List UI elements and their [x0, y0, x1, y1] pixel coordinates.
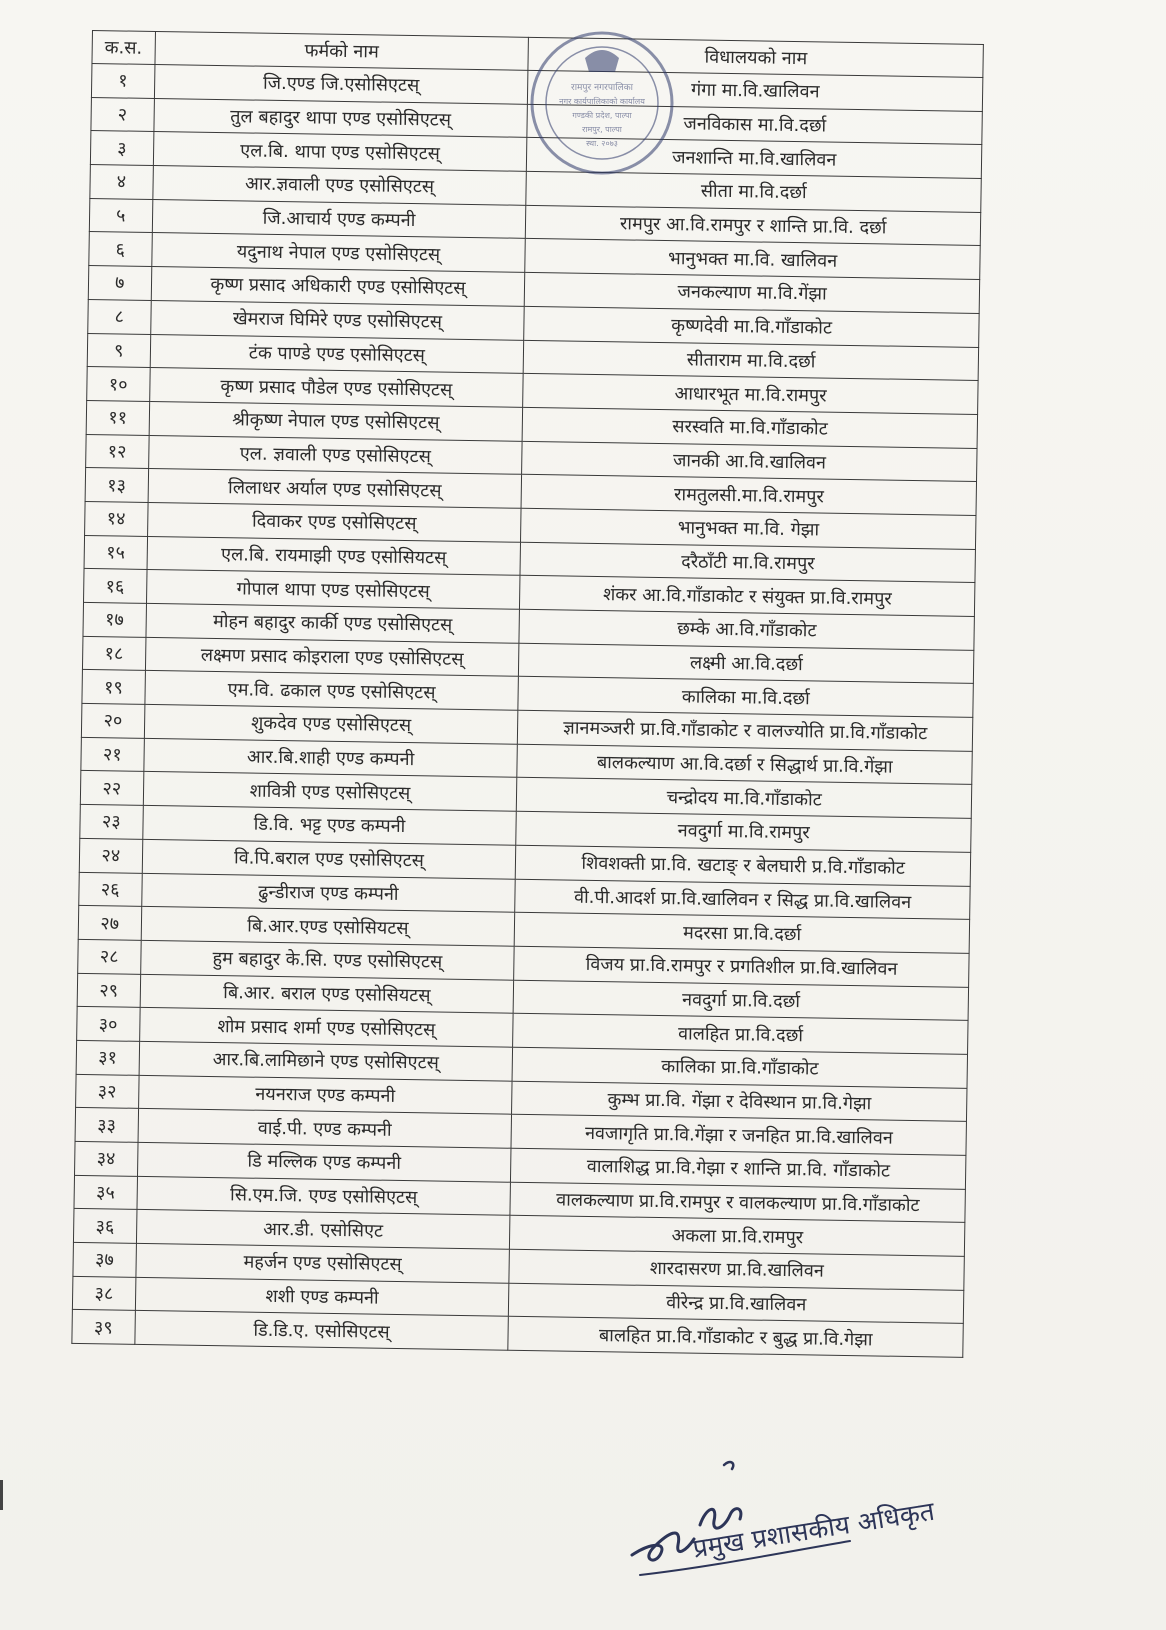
firm-name-cell: नयनराज एण्ड कम्पनी — [138, 1075, 512, 1115]
serial-cell: १९ — [82, 670, 145, 705]
school-name-cell: वालहित प्रा.वि.दर्छा — [513, 1013, 968, 1054]
firm-name-cell: यदुनाथ नेपाल एण्ड एसोसिएटस् — [151, 233, 525, 273]
firm-name-cell: आर.ज्ञवाली एण्ड एसोसिएटस् — [152, 166, 526, 206]
school-name-cell: वीरेन्द्र प्रा.वि.खालिवन — [509, 1283, 964, 1324]
seal-text-line2: नगर कार्यपालिकाको कार्यालय — [559, 97, 645, 106]
school-name-cell: रामतुलसी.मा.वि.रामपुर — [521, 475, 976, 516]
serial-cell: ३७ — [73, 1242, 136, 1277]
serial-cell: १५ — [84, 535, 147, 570]
school-name-cell: ज्ञानमञ्जरी प्रा.वि.गाँडाकोट र वालज्योति प्रा.वि.गाँडाकोट — [518, 710, 973, 751]
firm-name-header: फर्मको नाम — [154, 31, 528, 70]
serial-cell: ३९ — [72, 1310, 135, 1345]
serial-cell: २० — [81, 703, 144, 738]
firm-name-cell: एम.वि. ढकाल एण्ड एसोसिएटस् — [144, 671, 518, 711]
firm-name-cell: जि.आचार्य एण्ड कम्पनी — [152, 199, 526, 239]
school-name-cell: सीताराम मा.वि.दर्छा — [524, 340, 979, 381]
firm-name-cell: लक्ष्मण प्रसाद कोइराला एण्ड एसोसिएटस् — [145, 637, 519, 677]
school-name-cell: वालकल्याण प्रा.वि.रामपुर र वालकल्याण प्रा.वि.गाँडाकोट — [510, 1182, 965, 1223]
school-name-cell: भानुभक्त मा.वि. खालिवन — [525, 239, 980, 280]
firm-name-cell: गोपाल थापा एण्ड एसोसिएटस् — [146, 570, 520, 610]
serial-cell: १३ — [85, 468, 148, 503]
school-name-cell: बालहित प्रा.वि.गाँडाकोट र बुद्ध प्रा.वि.गेझा — [508, 1317, 963, 1358]
serial-cell: ४ — [90, 165, 153, 200]
serial-cell: १४ — [85, 501, 148, 536]
firm-name-cell: खेमराज घिमिरे एण्ड एसोसिएटस् — [150, 300, 524, 340]
firm-name-cell: श्रीकृष्ण नेपाल एण्ड एसोसिएटस् — [149, 401, 523, 441]
serial-cell: १० — [87, 367, 150, 402]
firm-name-cell: हुम बहादुर के.सि. एण्ड एसोसिएटस् — [140, 940, 514, 980]
serial-cell: ९ — [87, 333, 150, 368]
school-name-cell: अकला प्रा.वि.रामपुर — [510, 1216, 965, 1257]
firm-name-cell: आर.डी. एसोसिएट — [136, 1210, 510, 1250]
signatory-designation: प्रमुख प्रशासकीय अधिकृत — [690, 1496, 937, 1565]
serial-cell: २६ — [79, 872, 142, 907]
school-name-cell: जानकी आ.वि.खालिवन — [522, 441, 977, 482]
serial-cell: ३८ — [72, 1276, 135, 1311]
serial-cell: ३६ — [73, 1209, 136, 1244]
school-name-cell: वालाशिद्ध प्रा.वि.गेझा र शान्ति प्रा.वि. गाँडाकोट — [511, 1148, 966, 1189]
firm-name-cell: महर्जन एण्ड एसोसिएटस् — [135, 1243, 509, 1283]
firm-name-cell: ढुन्डीराज एण्ड कम्पनी — [141, 873, 515, 913]
scan-edge-mark — [0, 1480, 3, 1510]
serial-cell: ३३ — [75, 1108, 138, 1143]
serial-cell: २९ — [77, 973, 140, 1008]
school-name-cell: नवदुर्गा मा.वि.रामपुर — [516, 811, 971, 852]
firm-name-cell: दिवाकर एण्ड एसोसिएटस् — [147, 502, 521, 542]
firm-name-cell: तुल बहादुर थापा एण्ड एसोसिएटस् — [153, 98, 527, 138]
firm-name-cell: आर.बि.लामिछाने एण्ड एसोसिएटस् — [139, 1041, 513, 1081]
serial-cell: ११ — [86, 400, 149, 435]
seal-text-line4: रामपुर, पाल्पा — [582, 125, 622, 134]
school-name-cell: नवजागृति प्रा.वि.गेंझा र जनहित प्रा.वि.खालिवन — [511, 1115, 966, 1156]
school-name-cell: रामपुर आ.वि.रामपुर र शान्ति प्रा.वि. दर्छा — [526, 205, 981, 246]
serial-cell: १२ — [86, 434, 149, 469]
serial-cell: ६ — [89, 232, 152, 267]
municipality-seal — [527, 28, 677, 178]
school-name-cell: आधारभूत मा.वि.रामपुर — [523, 374, 978, 415]
serial-cell: २ — [91, 97, 154, 132]
firm-name-cell: शोम प्रसाद शर्मा एण्ड एसोसिएटस् — [139, 1008, 513, 1048]
school-name-cell: सीता मा.वि.दर्छा — [526, 171, 981, 212]
serial-cell: ८ — [88, 299, 151, 334]
serial-cell: २१ — [81, 737, 144, 772]
firm-name-cell: लिलाधर अर्याल एण्ड एसोसिएटस् — [148, 469, 522, 509]
firm-name-cell: मोहन बहादुर कार्की एण्ड एसोसिएटस् — [145, 603, 519, 643]
firm-name-cell: बि.आर. बराल एण्ड एसोसियटस् — [140, 974, 514, 1014]
school-name-cell: लक्ष्मी आ.वि.दर्छा — [519, 643, 974, 684]
school-name-cell: मदरसा प्रा.वि.दर्छा — [515, 912, 970, 953]
serial-cell: १ — [91, 64, 154, 99]
serial-cell: २३ — [80, 805, 143, 840]
firm-name-cell: डि.वि. भट्ट एण्ड कम्पनी — [142, 806, 516, 846]
serial-cell: ३१ — [76, 1040, 139, 1075]
table-body — [72, 64, 983, 1358]
school-name-cell: बालकल्याण आ.वि.दर्छा र सिद्धार्थ प्रा.वि.गेंझा — [517, 744, 972, 785]
school-name-cell: जनशान्ति मा.वि.खालिवन — [527, 138, 982, 179]
firm-name-cell: टंक पाण्डे एण्ड एसोसिएटस् — [150, 334, 524, 374]
school-name-cell: कृष्णदेवी मा.वि.गाँडाकोट — [524, 306, 979, 347]
school-name-cell: दरैठाँटी मा.वि.रामपुर — [520, 542, 975, 583]
firm-name-cell: एल.बि. रायमाझी एण्ड एसोसियटस् — [147, 536, 521, 576]
school-name-header: विधालयको नाम — [528, 37, 983, 77]
serial-cell: १८ — [82, 636, 145, 671]
serial-cell: २७ — [78, 906, 141, 941]
school-name-cell: नवदुर्गा प्रा.वि.दर्छा — [514, 980, 969, 1021]
school-name-cell: छम्के आ.वि.गाँडाकोट — [519, 609, 974, 650]
firm-name-cell: कृष्ण प्रसाद अधिकारी एण्ड एसोसिएटस् — [151, 267, 525, 307]
seal-text-line5: स्था. २०७३ — [586, 139, 618, 148]
firm-name-cell: एल.बि. थापा एण्ड एसोसिएटस् — [153, 132, 527, 172]
school-name-cell: सरस्वति मा.वि.गाँडाकोट — [523, 407, 978, 448]
serial-cell: ५ — [89, 198, 152, 233]
seal-text-line1: रामपुर नगरपालिका — [571, 83, 633, 93]
school-name-cell: जनविकास मा.वि.दर्छा — [527, 104, 982, 145]
firm-name-cell: बि.आर.एण्ड एसोसियटस् — [141, 907, 515, 947]
serial-header: क.स. — [92, 31, 155, 65]
firm-school-assignment-table — [71, 30, 984, 1358]
school-name-cell: विजय प्रा.वि.रामपुर र प्रगतिशील प्रा.वि.खालिवन — [514, 946, 969, 987]
school-name-cell: जनकल्याण मा.वि.गेंझा — [525, 272, 980, 313]
serial-cell: २२ — [80, 771, 143, 806]
school-name-cell: चन्द्रोदय मा.वि.गाँडाकोट — [517, 778, 972, 819]
serial-cell: ३२ — [76, 1074, 139, 1109]
firm-name-cell: डि.डि.ए. एसोसिएटस् — [134, 1311, 508, 1351]
serial-cell: ३० — [77, 1007, 140, 1042]
firm-name-cell: एल. ज्ञवाली एण्ड एसोसिएटस् — [148, 435, 522, 475]
firm-name-cell: डि मल्लिक एण्ड कम्पनी — [137, 1142, 511, 1182]
serial-cell: १६ — [84, 569, 147, 604]
school-name-cell: वी.पी.आदर्श प्रा.वि.खालिवन र सिद्ध प्रा.वि.खालिवन — [515, 879, 970, 920]
serial-cell: २८ — [78, 939, 141, 974]
school-name-cell: गंगा मा.वि.खालिवन — [528, 70, 983, 111]
school-name-cell: शिवशक्ती प्रा.वि. खटाङ् र बेलघारी प्र.वि.गाँडाकोट — [516, 845, 971, 886]
serial-cell: ७ — [88, 266, 151, 301]
seal-text-line3: गण्डकी प्रदेश, पाल्पा — [572, 111, 632, 120]
school-name-cell: भानुभक्त मा.वि. गेझा — [521, 508, 976, 549]
school-name-cell: कुम्भ प्रा.वि. गेंझा र देविस्थान प्रा.वि.गेझा — [512, 1081, 967, 1122]
firm-name-cell: वि.पि.बराल एण्ड एसोसिएटस् — [142, 839, 516, 879]
serial-cell: ३ — [90, 131, 153, 166]
firm-name-cell: जि.एण्ड जि.एसोसिएटस् — [154, 64, 528, 104]
serial-cell: १७ — [83, 602, 146, 637]
firm-name-cell: आर.बि.शाही एण्ड कम्पनी — [143, 738, 517, 778]
firm-name-cell: शुकदेव एण्ड एसोसिएटस् — [144, 704, 518, 744]
serial-cell: ३५ — [74, 1175, 137, 1210]
school-name-cell: शंकर आ.वि.गाँडाकोट र संयुक्त प्रा.वि.रामपुर — [520, 576, 975, 617]
firm-name-cell: कृष्ण प्रसाद पौडेल एण्ड एसोसिएटस् — [149, 368, 523, 408]
school-name-cell: कालिका प्रा.वि.गाँडाकोट — [512, 1047, 967, 1088]
firm-name-cell: शावित्री एण्ड एसोसिएटस् — [143, 772, 517, 812]
firm-name-cell: सि.एम.जि. एण्ड एसोसिएटस् — [136, 1176, 510, 1216]
firm-name-cell: शशी एण्ड कम्पनी — [135, 1277, 509, 1317]
serial-cell: २४ — [79, 838, 142, 873]
firm-name-cell: वाई.पी. एण्ड कम्पनी — [138, 1109, 512, 1149]
serial-cell: ३४ — [75, 1141, 138, 1176]
school-name-cell: शारदासरण प्रा.वि.खालिवन — [509, 1249, 964, 1290]
school-name-cell: कालिका मा.वि.दर्छा — [518, 677, 973, 718]
